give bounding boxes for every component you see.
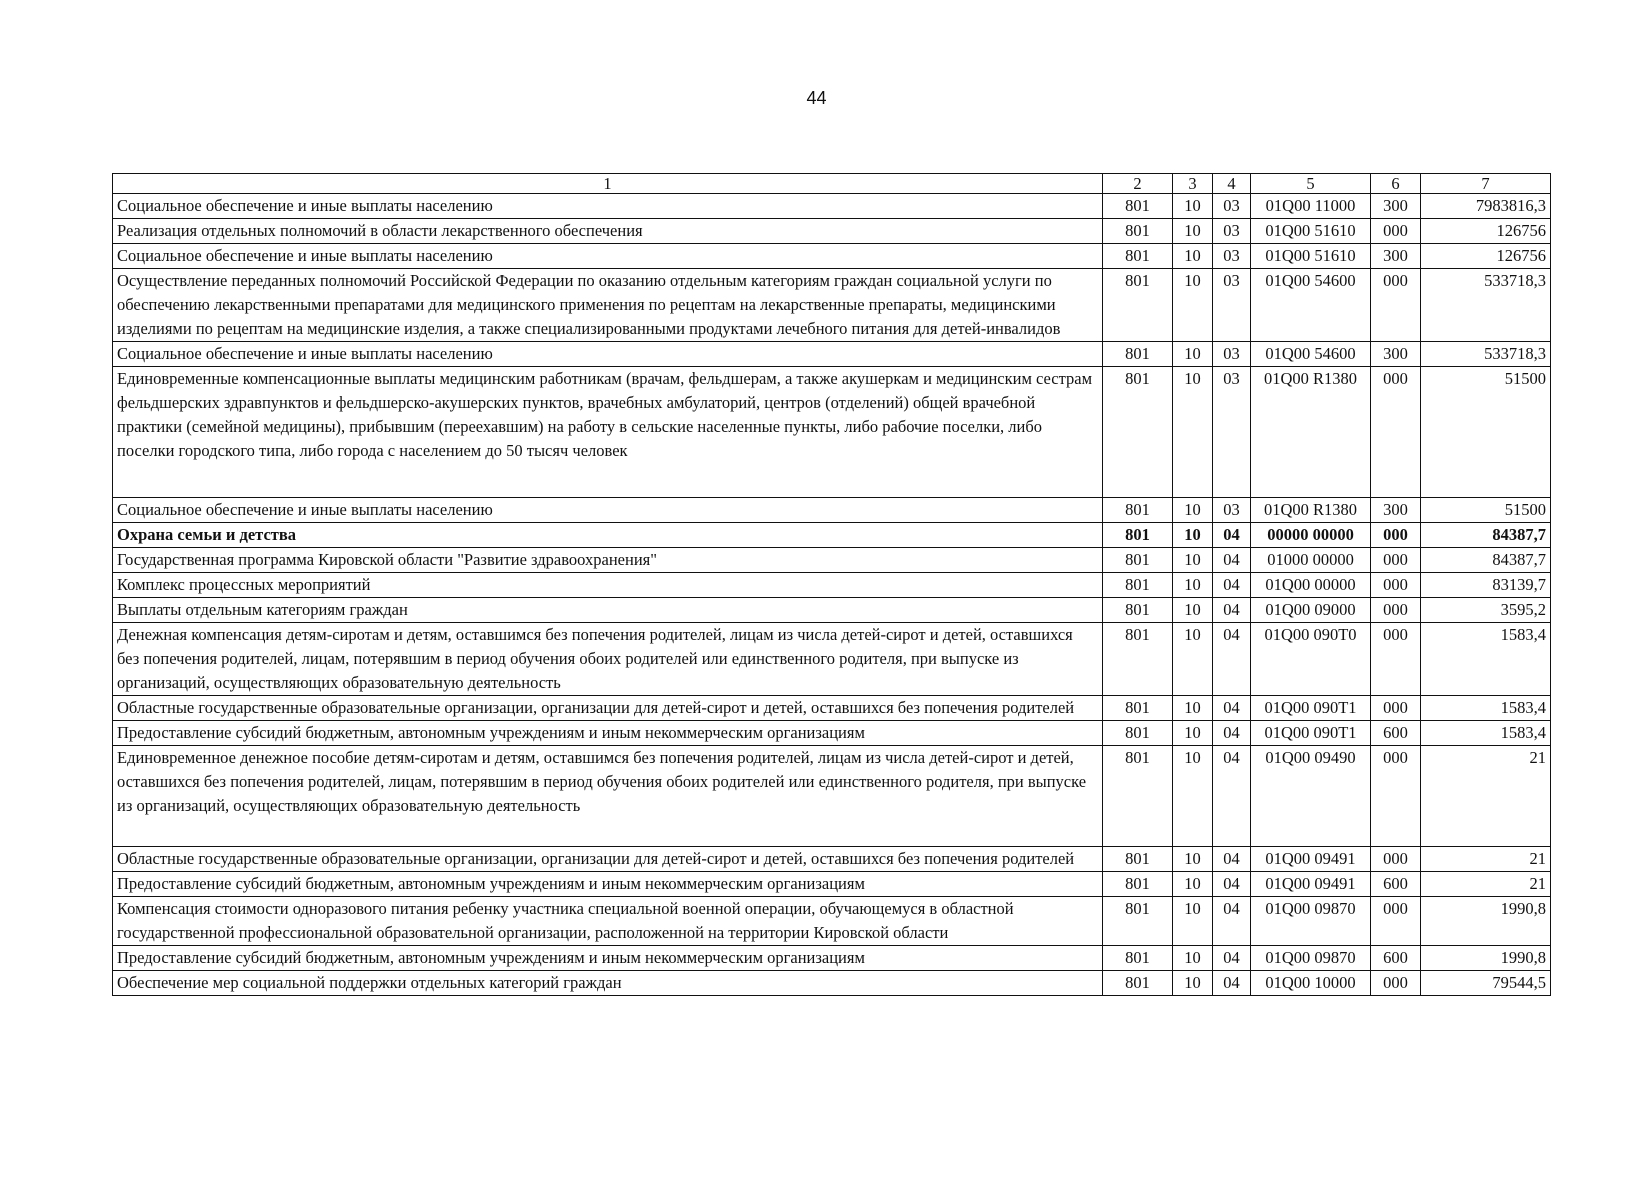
row-name-cell: Реализация отдельных полномочий в области лекарственного обеспечения <box>113 219 1103 244</box>
row-subsection-cell: 04 <box>1213 623 1251 696</box>
row-subsection-cell: 04 <box>1213 872 1251 897</box>
row-amount-cell: 3595,2 <box>1421 598 1551 623</box>
table-row <box>113 847 1551 872</box>
row-target-article-cell: 00000 00000 <box>1251 523 1371 548</box>
table-row <box>113 573 1551 598</box>
row-section-cell: 10 <box>1173 872 1213 897</box>
row-name-cell: Обеспечение мер социальной поддержки отдельных категорий граждан <box>113 971 1103 996</box>
row-section-cell: 10 <box>1173 244 1213 269</box>
row-section-cell: 10 <box>1173 746 1213 847</box>
row-expense-type-cell: 000 <box>1371 367 1421 498</box>
table-row <box>113 721 1551 746</box>
row-amount-cell: 79544,5 <box>1421 971 1551 996</box>
row-section-cell: 10 <box>1173 523 1213 548</box>
row-expense-type-cell: 600 <box>1371 721 1421 746</box>
row-expense-type-cell: 000 <box>1371 897 1421 946</box>
row-target-article-cell: 01Q00 09491 <box>1251 847 1371 872</box>
row-subsection-cell: 04 <box>1213 946 1251 971</box>
row-name-cell: Комплекс процессных мероприятий <box>113 573 1103 598</box>
row-target-article-cell: 01Q00 09870 <box>1251 946 1371 971</box>
table-row <box>113 971 1551 996</box>
row-admin-code-cell: 801 <box>1103 623 1173 696</box>
table-row <box>113 598 1551 623</box>
row-subsection-cell: 04 <box>1213 598 1251 623</box>
row-subsection-cell: 04 <box>1213 847 1251 872</box>
row-section-cell: 10 <box>1173 269 1213 342</box>
row-amount-cell: 1990,8 <box>1421 897 1551 946</box>
table-row <box>113 696 1551 721</box>
row-target-article-cell: 01Q00 10000 <box>1251 971 1371 996</box>
row-name-cell: Социальное обеспечение и иные выплаты населению <box>113 342 1103 367</box>
row-target-article-cell: 01Q00 R1380 <box>1251 367 1371 498</box>
col-header-4: 4 <box>1213 174 1251 194</box>
row-name-cell: Государственная программа Кировской области "Развитие здравоохранения" <box>113 548 1103 573</box>
row-subsection-cell: 03 <box>1213 219 1251 244</box>
table-row <box>113 367 1551 498</box>
row-amount-cell: 126756 <box>1421 244 1551 269</box>
row-subsection-cell: 04 <box>1213 897 1251 946</box>
table-row <box>113 194 1551 219</box>
row-name-cell: Предоставление субсидий бюджетным, автономным учреждениям и иным некоммерческим организациям <box>113 721 1103 746</box>
row-subsection-cell: 04 <box>1213 696 1251 721</box>
row-amount-cell: 1583,4 <box>1421 696 1551 721</box>
row-admin-code-cell: 801 <box>1103 847 1173 872</box>
row-amount-cell: 21 <box>1421 872 1551 897</box>
row-section-cell: 10 <box>1173 598 1213 623</box>
row-name-cell: Охрана семьи и детства <box>113 523 1103 548</box>
table-row <box>113 872 1551 897</box>
row-target-article-cell: 01Q00 09490 <box>1251 746 1371 847</box>
row-admin-code-cell: 801 <box>1103 548 1173 573</box>
row-amount-cell: 21 <box>1421 746 1551 847</box>
row-expense-type-cell: 000 <box>1371 971 1421 996</box>
row-target-article-cell: 01Q00 090T1 <box>1251 696 1371 721</box>
row-section-cell: 10 <box>1173 498 1213 523</box>
row-name-cell: Единовременные компенсационные выплаты медицинским работникам (врачам, фельдшерам, а также акушеркам и медицинским сестрам фельдшерских здравпунктов и фельдшерско-акушерских пунктов, врачебных амбулаторий, центров (отделений) общей врачебной практики (семейной медицины), прибывшим (переехавшим) на работу в сельские населенные пункты, либо рабочие поселки, либо поселки городского типа, либо города с населением до 50 тысяч человек <box>113 367 1103 498</box>
row-target-article-cell: 01Q00 54600 <box>1251 269 1371 342</box>
row-section-cell: 10 <box>1173 946 1213 971</box>
row-admin-code-cell: 801 <box>1103 872 1173 897</box>
col-header-1: 1 <box>113 174 1103 194</box>
row-expense-type-cell: 000 <box>1371 219 1421 244</box>
table-row <box>113 548 1551 573</box>
row-expense-type-cell: 000 <box>1371 523 1421 548</box>
row-expense-type-cell: 000 <box>1371 548 1421 573</box>
table-body <box>113 194 1551 996</box>
col-header-3: 3 <box>1173 174 1213 194</box>
row-expense-type-cell: 600 <box>1371 872 1421 897</box>
row-expense-type-cell: 600 <box>1371 946 1421 971</box>
row-subsection-cell: 03 <box>1213 498 1251 523</box>
row-admin-code-cell: 801 <box>1103 946 1173 971</box>
row-name-cell: Социальное обеспечение и иные выплаты населению <box>113 498 1103 523</box>
row-subsection-cell: 03 <box>1213 342 1251 367</box>
row-expense-type-cell: 000 <box>1371 696 1421 721</box>
row-amount-cell: 21 <box>1421 847 1551 872</box>
row-section-cell: 10 <box>1173 696 1213 721</box>
row-expense-type-cell: 300 <box>1371 194 1421 219</box>
row-target-article-cell: 01Q00 09491 <box>1251 872 1371 897</box>
row-admin-code-cell: 801 <box>1103 897 1173 946</box>
row-admin-code-cell: 801 <box>1103 746 1173 847</box>
row-target-article-cell: 01Q00 54600 <box>1251 342 1371 367</box>
row-subsection-cell: 03 <box>1213 194 1251 219</box>
table-row <box>113 219 1551 244</box>
row-target-article-cell: 01Q00 09870 <box>1251 897 1371 946</box>
row-admin-code-cell: 801 <box>1103 498 1173 523</box>
table-row <box>113 523 1551 548</box>
row-admin-code-cell: 801 <box>1103 523 1173 548</box>
row-amount-cell: 7983816,3 <box>1421 194 1551 219</box>
row-target-article-cell: 01Q00 00000 <box>1251 573 1371 598</box>
row-expense-type-cell: 000 <box>1371 269 1421 342</box>
row-amount-cell: 84387,7 <box>1421 523 1551 548</box>
row-section-cell: 10 <box>1173 194 1213 219</box>
header-row <box>113 174 1551 194</box>
row-admin-code-cell: 801 <box>1103 342 1173 367</box>
row-subsection-cell: 04 <box>1213 721 1251 746</box>
row-target-article-cell: 01Q00 51610 <box>1251 219 1371 244</box>
row-name-cell: Областные государственные образовательные организации, организации для детей-сирот и детей, оставшихся без попечения родителей <box>113 847 1103 872</box>
row-section-cell: 10 <box>1173 573 1213 598</box>
row-admin-code-cell: 801 <box>1103 194 1173 219</box>
row-target-article-cell: 01Q00 090T0 <box>1251 623 1371 696</box>
row-subsection-cell: 04 <box>1213 746 1251 847</box>
row-name-cell: Денежная компенсация детям-сиротам и детям, оставшимся без попечения родителей, лицам из числа детей-сирот и детей, оставшихся без попечения родителей, лицам, потерявшим в период обучения обоих родителей или единственного родителя, при выпуске из организаций, осуществляющих образовательную деятельность <box>113 623 1103 696</box>
row-amount-cell: 126756 <box>1421 219 1551 244</box>
row-expense-type-cell: 000 <box>1371 573 1421 598</box>
row-subsection-cell: 03 <box>1213 269 1251 342</box>
col-header-5: 5 <box>1251 174 1371 194</box>
row-target-article-cell: 01Q00 09000 <box>1251 598 1371 623</box>
row-name-cell: Единовременное денежное пособие детям-сиротам и детям, оставшимся без попечения родителей, лицам из числа детей-сирот и детей, оставшихся без попечения родителей, лицам, потерявшим в период обучения обоих родителей или единственного родителя, при выпуске из организаций, осуществляющих образовательную деятельность <box>113 746 1103 847</box>
row-section-cell: 10 <box>1173 623 1213 696</box>
row-expense-type-cell: 300 <box>1371 498 1421 523</box>
row-subsection-cell: 04 <box>1213 573 1251 598</box>
row-subsection-cell: 04 <box>1213 523 1251 548</box>
row-subsection-cell: 03 <box>1213 244 1251 269</box>
col-header-7: 7 <box>1421 174 1551 194</box>
table-row <box>113 623 1551 696</box>
row-target-article-cell: 01Q00 51610 <box>1251 244 1371 269</box>
col-header-6: 6 <box>1371 174 1421 194</box>
row-subsection-cell: 04 <box>1213 971 1251 996</box>
table-row <box>113 746 1551 847</box>
row-expense-type-cell: 300 <box>1371 244 1421 269</box>
row-name-cell: Предоставление субсидий бюджетным, автономным учреждениям и иным некоммерческим организациям <box>113 946 1103 971</box>
row-admin-code-cell: 801 <box>1103 244 1173 269</box>
table-row <box>113 269 1551 342</box>
row-admin-code-cell: 801 <box>1103 367 1173 498</box>
row-admin-code-cell: 801 <box>1103 269 1173 342</box>
row-amount-cell: 51500 <box>1421 498 1551 523</box>
row-amount-cell: 533718,3 <box>1421 342 1551 367</box>
row-section-cell: 10 <box>1173 847 1213 872</box>
row-amount-cell: 83139,7 <box>1421 573 1551 598</box>
row-expense-type-cell: 000 <box>1371 746 1421 847</box>
row-name-cell: Областные государственные образовательные организации, организации для детей-сирот и детей, оставшихся без попечения родителей <box>113 696 1103 721</box>
row-subsection-cell: 04 <box>1213 548 1251 573</box>
row-amount-cell: 1583,4 <box>1421 721 1551 746</box>
row-section-cell: 10 <box>1173 721 1213 746</box>
row-expense-type-cell: 300 <box>1371 342 1421 367</box>
row-target-article-cell: 01Q00 090T1 <box>1251 721 1371 746</box>
row-section-cell: 10 <box>1173 548 1213 573</box>
row-admin-code-cell: 801 <box>1103 696 1173 721</box>
row-section-cell: 10 <box>1173 971 1213 996</box>
col-header-2: 2 <box>1103 174 1173 194</box>
row-name-cell: Осуществление переданных полномочий Российской Федерации по оказанию отдельным категориям граждан социальной услуги по обеспечению лекарственными препаратами для медицинского применения по рецептам на лекарственные препараты, медицинскими изделиями по рецептам на медицинские изделия, а также специализированными продуктами лечебного питания для детей-инвалидов <box>113 269 1103 342</box>
page-number: 44 <box>806 88 827 108</box>
row-expense-type-cell: 000 <box>1371 623 1421 696</box>
table-row <box>113 244 1551 269</box>
table-row <box>113 498 1551 523</box>
row-name-cell: Компенсация стоимости одноразового питания ребенку участника специальной военной операции, обучающемуся в областной государственной профессиональной образовательной организации, расположенной на территории Кировской области <box>113 897 1103 946</box>
table-row <box>113 342 1551 367</box>
row-amount-cell: 1990,8 <box>1421 946 1551 971</box>
row-target-article-cell: 01Q00 11000 <box>1251 194 1371 219</box>
row-amount-cell: 1583,4 <box>1421 623 1551 696</box>
row-name-cell: Социальное обеспечение и иные выплаты населению <box>113 244 1103 269</box>
row-amount-cell: 84387,7 <box>1421 548 1551 573</box>
row-expense-type-cell: 000 <box>1371 598 1421 623</box>
table-row <box>113 897 1551 946</box>
budget-table <box>112 173 1551 996</box>
row-name-cell: Предоставление субсидий бюджетным, автономным учреждениям и иным некоммерческим организациям <box>113 872 1103 897</box>
row-target-article-cell: 01Q00 R1380 <box>1251 498 1371 523</box>
row-section-cell: 10 <box>1173 219 1213 244</box>
row-admin-code-cell: 801 <box>1103 721 1173 746</box>
row-admin-code-cell: 801 <box>1103 219 1173 244</box>
row-expense-type-cell: 000 <box>1371 847 1421 872</box>
row-admin-code-cell: 801 <box>1103 598 1173 623</box>
table-row <box>113 946 1551 971</box>
row-name-cell: Социальное обеспечение и иные выплаты населению <box>113 194 1103 219</box>
row-section-cell: 10 <box>1173 342 1213 367</box>
row-section-cell: 10 <box>1173 367 1213 498</box>
row-section-cell: 10 <box>1173 897 1213 946</box>
row-subsection-cell: 03 <box>1213 367 1251 498</box>
row-admin-code-cell: 801 <box>1103 573 1173 598</box>
row-amount-cell: 51500 <box>1421 367 1551 498</box>
row-name-cell: Выплаты отдельным категориям граждан <box>113 598 1103 623</box>
row-target-article-cell: 01000 00000 <box>1251 548 1371 573</box>
row-amount-cell: 533718,3 <box>1421 269 1551 342</box>
row-admin-code-cell: 801 <box>1103 971 1173 996</box>
